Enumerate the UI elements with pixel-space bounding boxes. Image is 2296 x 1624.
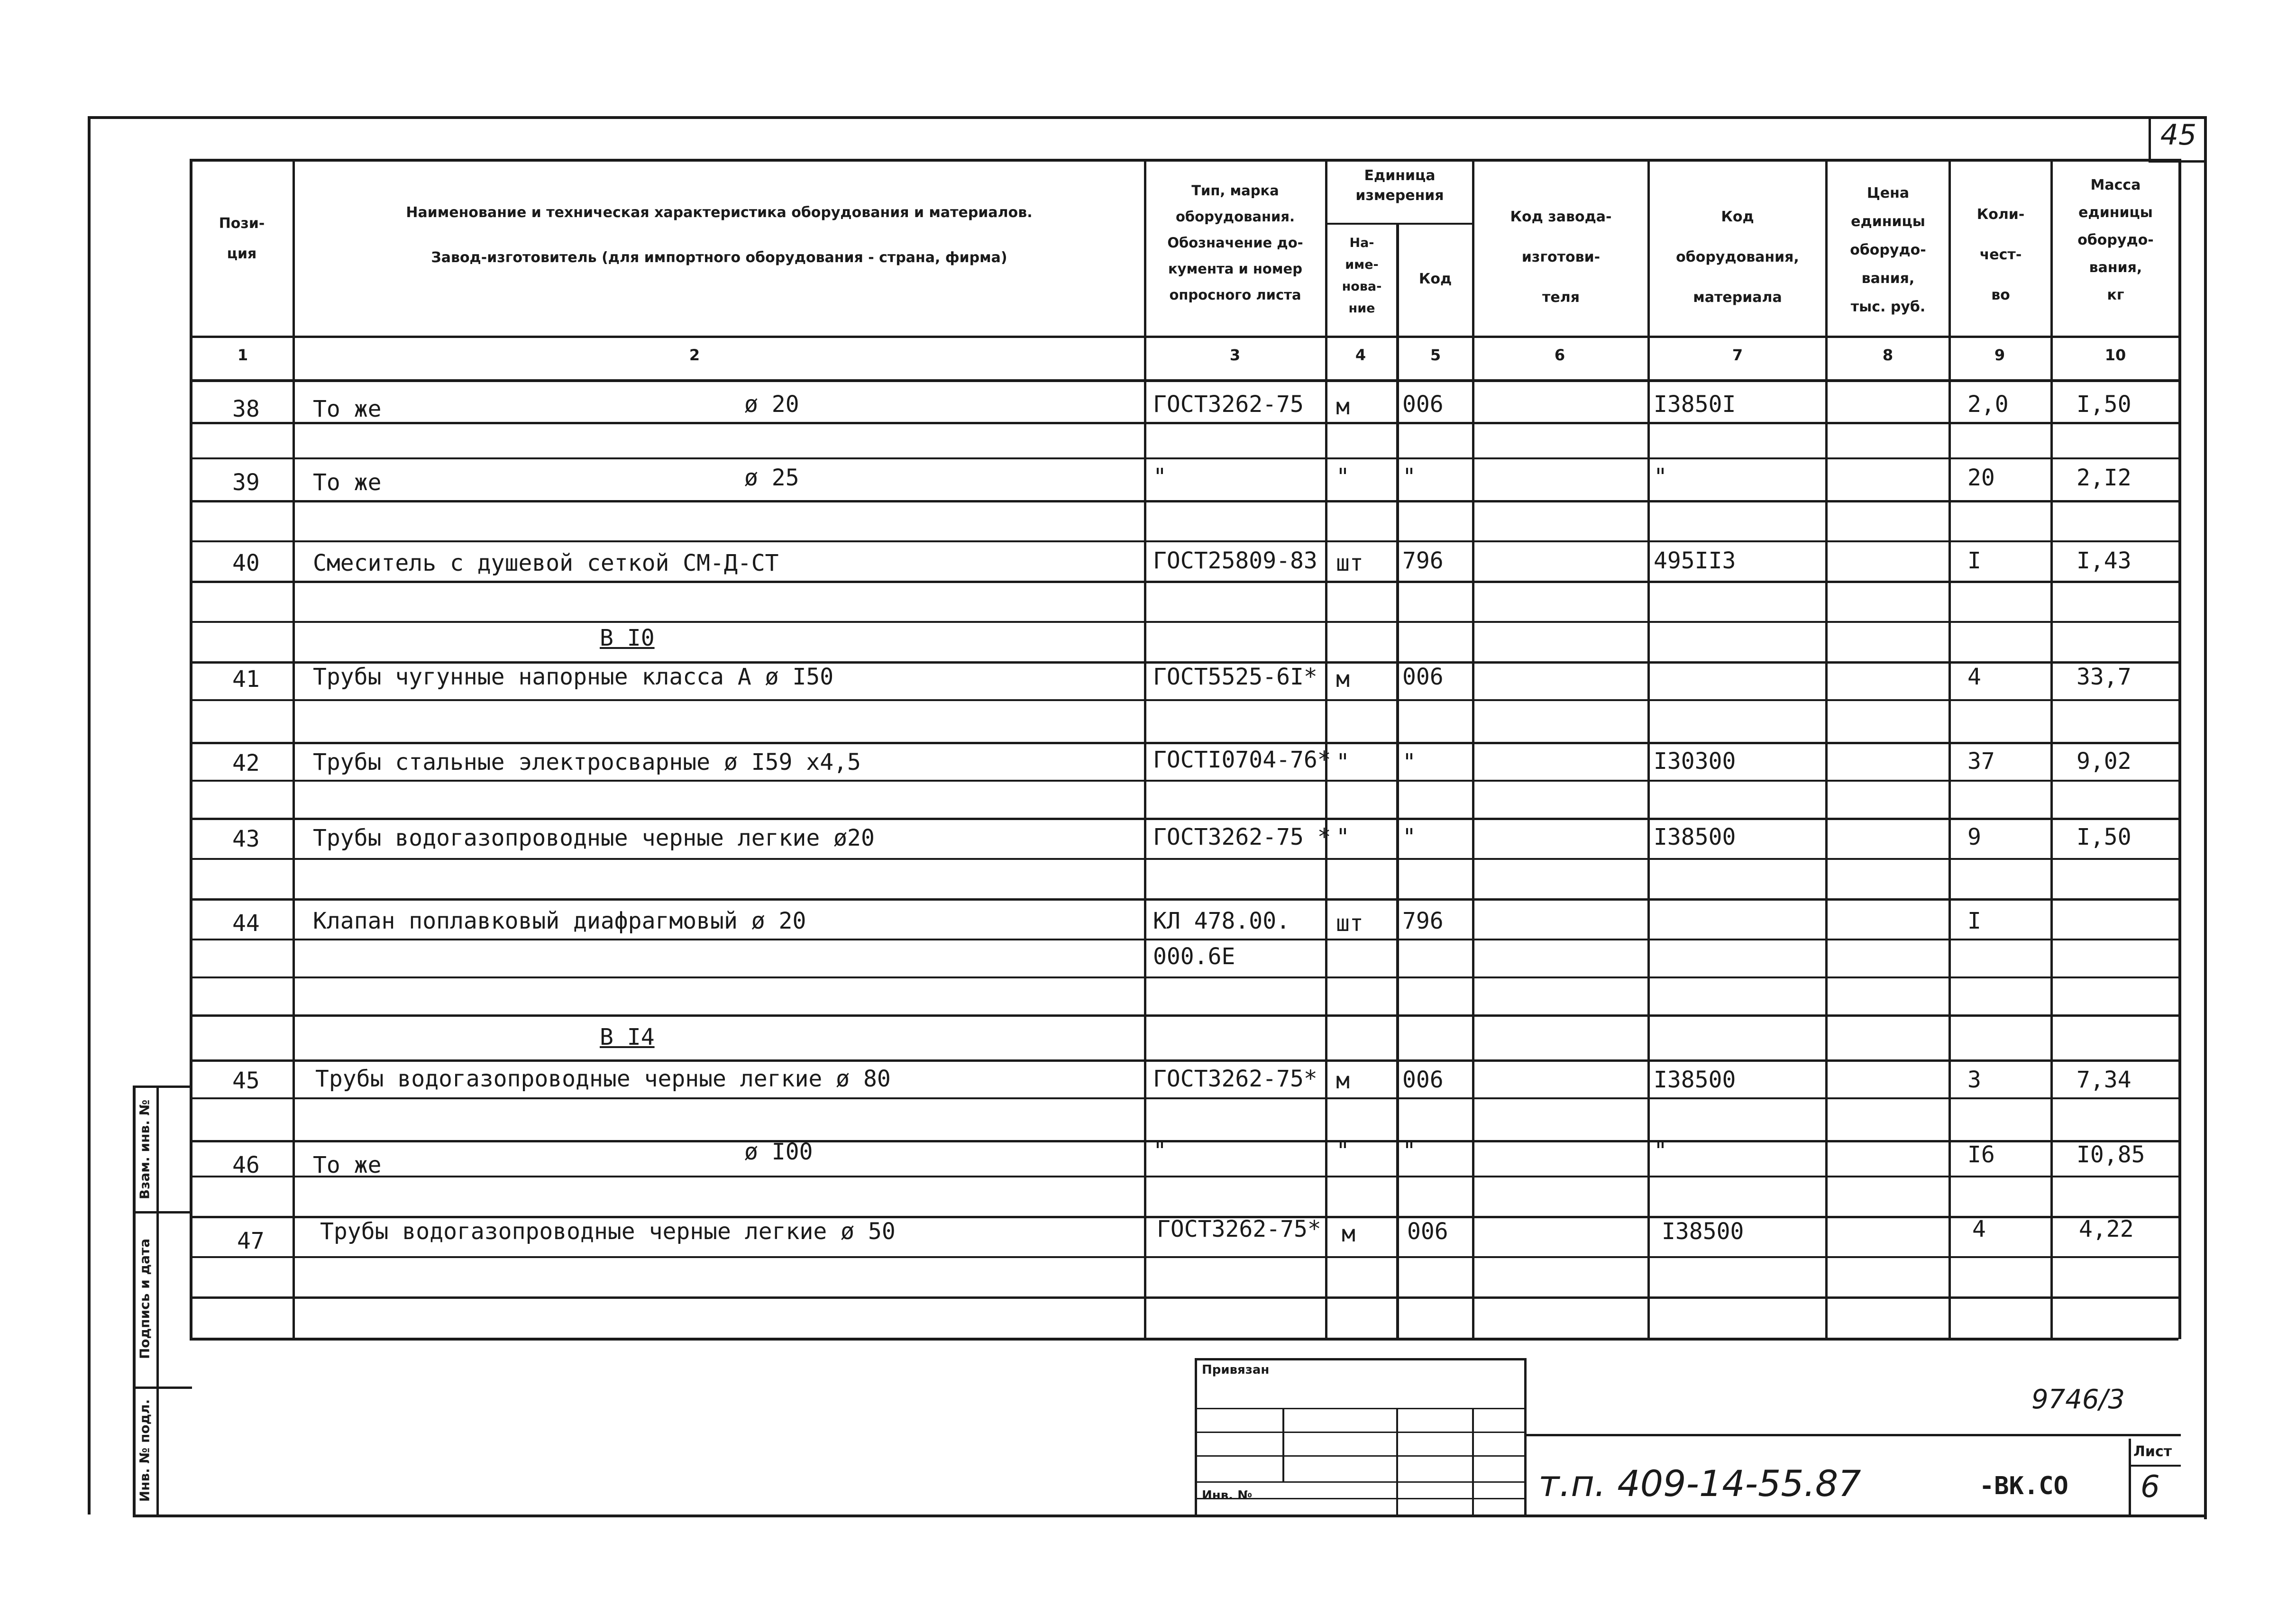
colnum-10: 10 [2104, 346, 2126, 364]
row42-qty: 37 [1967, 748, 1995, 775]
row46-unit-code: " [1402, 1138, 1416, 1164]
row45-name: Трубы водогазопроводные черные легкие ø 80 [315, 1066, 891, 1092]
row40-mass: I,43 [2076, 547, 2131, 574]
row38-unit-code: 006 [1402, 391, 1444, 418]
header-col7: Код оборудования, материала [1676, 209, 1799, 306]
title-inv-no: Инв. № [1202, 1488, 1253, 1503]
header-col5: Код [1418, 271, 1452, 287]
row39-unit-code: " [1402, 464, 1416, 490]
row41-unit: м [1336, 666, 1350, 693]
row43-unit-code: " [1402, 824, 1416, 850]
row47-qty: 4 [1972, 1216, 1986, 1242]
colnum-4: 4 [1355, 346, 1366, 364]
stamp-vzam: Взам. инв. № [137, 1099, 153, 1200]
row42-pos: 42 [232, 750, 260, 776]
doc-code: т.п. 409-14-55.87 [1538, 1462, 1861, 1505]
row47-unit: м [1342, 1221, 1355, 1247]
row40-doc: ГОСТ25809-83 [1153, 547, 1317, 574]
row38-equip-code: I3850I [1654, 391, 1736, 418]
list-number: 6 [2140, 1469, 2160, 1505]
row39-qty: 20 [1967, 465, 1995, 491]
row42-name: Трубы стальные электросварные ø I59 х4,5 [313, 749, 861, 776]
header-col8: Цена единицы оборудо- вания, тыс. руб. [1850, 185, 1926, 315]
row47-doc: ГОСТ3262-75* [1157, 1216, 1321, 1242]
row41-mass: 33,7 [2076, 664, 2131, 690]
header-col2-line1: Наименование и техническая характеристика оборудования и материалов. [406, 204, 1033, 221]
row38-unit: м [1336, 393, 1350, 420]
row43-pos: 43 [232, 826, 260, 852]
row39-doc: " [1153, 464, 1167, 490]
row38-name: То же [313, 396, 382, 422]
header-col4: На- име- нова- ние [1342, 236, 1382, 316]
stamp-podpis: Подпись и дата [137, 1238, 153, 1359]
sheet-number-top: 45 [2160, 119, 2197, 152]
row41-qty: 4 [1967, 664, 1981, 690]
frame-bottom-line [133, 1515, 2207, 1517]
row44-name: Клапан поплавковый диафрагмовый ø 20 [313, 908, 806, 934]
row43-mass: I,50 [2076, 824, 2131, 850]
stamp-inv: Инв. № подл. [137, 1399, 153, 1502]
row44-doc: КЛ 478.00. [1153, 908, 1290, 934]
order-number: 9746/3 [2031, 1384, 2125, 1415]
frame-top-line [88, 116, 2207, 119]
header-col2-line2: Завод-изготовитель (для импортного оборудования - страна, фирма) [431, 249, 1007, 266]
row43-name: Трубы водогазопроводные черные легкие ø20 [313, 825, 875, 851]
row39-unit: " [1336, 464, 1350, 490]
row38-pos: 38 [232, 396, 260, 422]
row39-equip-code: " [1654, 464, 1667, 490]
row39-mass: 2,I2 [2076, 465, 2131, 491]
row46-unit: " [1336, 1138, 1350, 1164]
row40-equip-code: 495II3 [1654, 547, 1736, 574]
frame-right-line [2204, 116, 2207, 1519]
row47-unit-code: 006 [1407, 1218, 1448, 1245]
row42-unit-code: " [1402, 749, 1416, 776]
row47-equip-code: I38500 [1662, 1218, 1744, 1245]
row39-dia: ø 25 [744, 465, 799, 491]
header-col10: Масса единицы оборудо- вания, кг [2077, 177, 2154, 303]
row44-unit: шт [1336, 910, 1363, 937]
row45-qty: 3 [1967, 1067, 1981, 1093]
row45-pos: 45 [232, 1067, 260, 1094]
row44-doc2: 000.6Е [1153, 943, 1235, 970]
row46-name: То же [313, 1152, 382, 1178]
row45-unit-code: 006 [1402, 1067, 1444, 1093]
row41-name: Трубы чугунные напорные класса А ø I50 [313, 664, 834, 690]
row44-pos: 44 [232, 910, 260, 937]
row38-doc: ГОСТ3262-75 [1153, 391, 1304, 418]
header-col6: Код завода- изготови- теля [1510, 209, 1612, 306]
row42-doc: ГОСТI0704-76* [1153, 747, 1331, 773]
colnum-5: 5 [1430, 346, 1441, 364]
row44-unit-code: 796 [1402, 908, 1444, 934]
doc-suffix: -ВК.СО [1979, 1472, 2068, 1500]
row40-unit-code: 796 [1402, 547, 1444, 574]
row43-doc: ГОСТ3262-75 * [1153, 824, 1331, 850]
row46-dia: ø I00 [744, 1139, 813, 1165]
colnum-8: 8 [1882, 346, 1894, 364]
row41-unit-code: 006 [1402, 664, 1444, 690]
row43-equip-code: I38500 [1654, 824, 1736, 850]
row45-equip-code: I38500 [1654, 1067, 1736, 1093]
row47-pos: 47 [237, 1228, 265, 1254]
row39-name: То же [313, 469, 382, 496]
title-privyazan: Привязан [1202, 1363, 1270, 1377]
row40-unit: шт [1336, 550, 1363, 576]
row42-unit: " [1336, 749, 1350, 776]
row40-pos: 40 [232, 550, 260, 576]
row44-qty: I [1967, 908, 1981, 934]
row45-mass: 7,34 [2076, 1067, 2131, 1093]
row46-mass: I0,85 [2076, 1141, 2145, 1168]
row45-doc: ГОСТ3262-75* [1153, 1066, 1317, 1092]
row46-doc: " [1153, 1138, 1167, 1164]
row47-mass: 4,22 [2079, 1216, 2134, 1242]
row47-name: Трубы водогазопроводные черные легкие ø 50 [320, 1218, 896, 1245]
row43-qty: 9 [1967, 824, 1981, 850]
colnum-9: 9 [1994, 346, 2005, 364]
row42-mass: 9,02 [2076, 748, 2131, 775]
header-unit-group: Единица измерения [1355, 167, 1444, 204]
colnum-2: 2 [689, 346, 700, 364]
row38-qty: 2,0 [1967, 391, 2009, 418]
row38-dia: ø 20 [744, 391, 799, 418]
frame-left-line [88, 116, 91, 1515]
row46-equip-code: " [1654, 1138, 1667, 1164]
row39-pos: 39 [232, 469, 260, 496]
row41-doc: ГОСТ5525-6I* [1153, 664, 1317, 690]
row42-equip-code: I30300 [1654, 748, 1736, 775]
section-b10: В I0 [600, 625, 655, 651]
row45-unit: м [1336, 1067, 1350, 1094]
row41-pos: 41 [232, 666, 260, 693]
list-label: Лист [2133, 1443, 2172, 1460]
colnum-7: 7 [1732, 346, 1743, 364]
header-col9: Коли- чест- во [1976, 206, 2025, 303]
row40-qty: I [1967, 547, 1981, 574]
colnum-1: 1 [237, 346, 248, 364]
header-col1: Пози- ция [219, 215, 265, 262]
row46-qty: I6 [1967, 1141, 1995, 1168]
colnum-6: 6 [1554, 346, 1565, 364]
row46-pos: 46 [232, 1152, 260, 1178]
colnum-3: 3 [1229, 346, 1241, 364]
header-col3: Тип, марка оборудования. Обозначение до- кумента и номер опросного листа [1167, 182, 1303, 303]
row43-unit: " [1336, 824, 1350, 850]
section-b14: В I4 [600, 1024, 655, 1050]
row40-name: Смеситель с душевой сеткой СМ-Д-СТ [313, 550, 779, 576]
row38-mass: I,50 [2076, 391, 2131, 418]
